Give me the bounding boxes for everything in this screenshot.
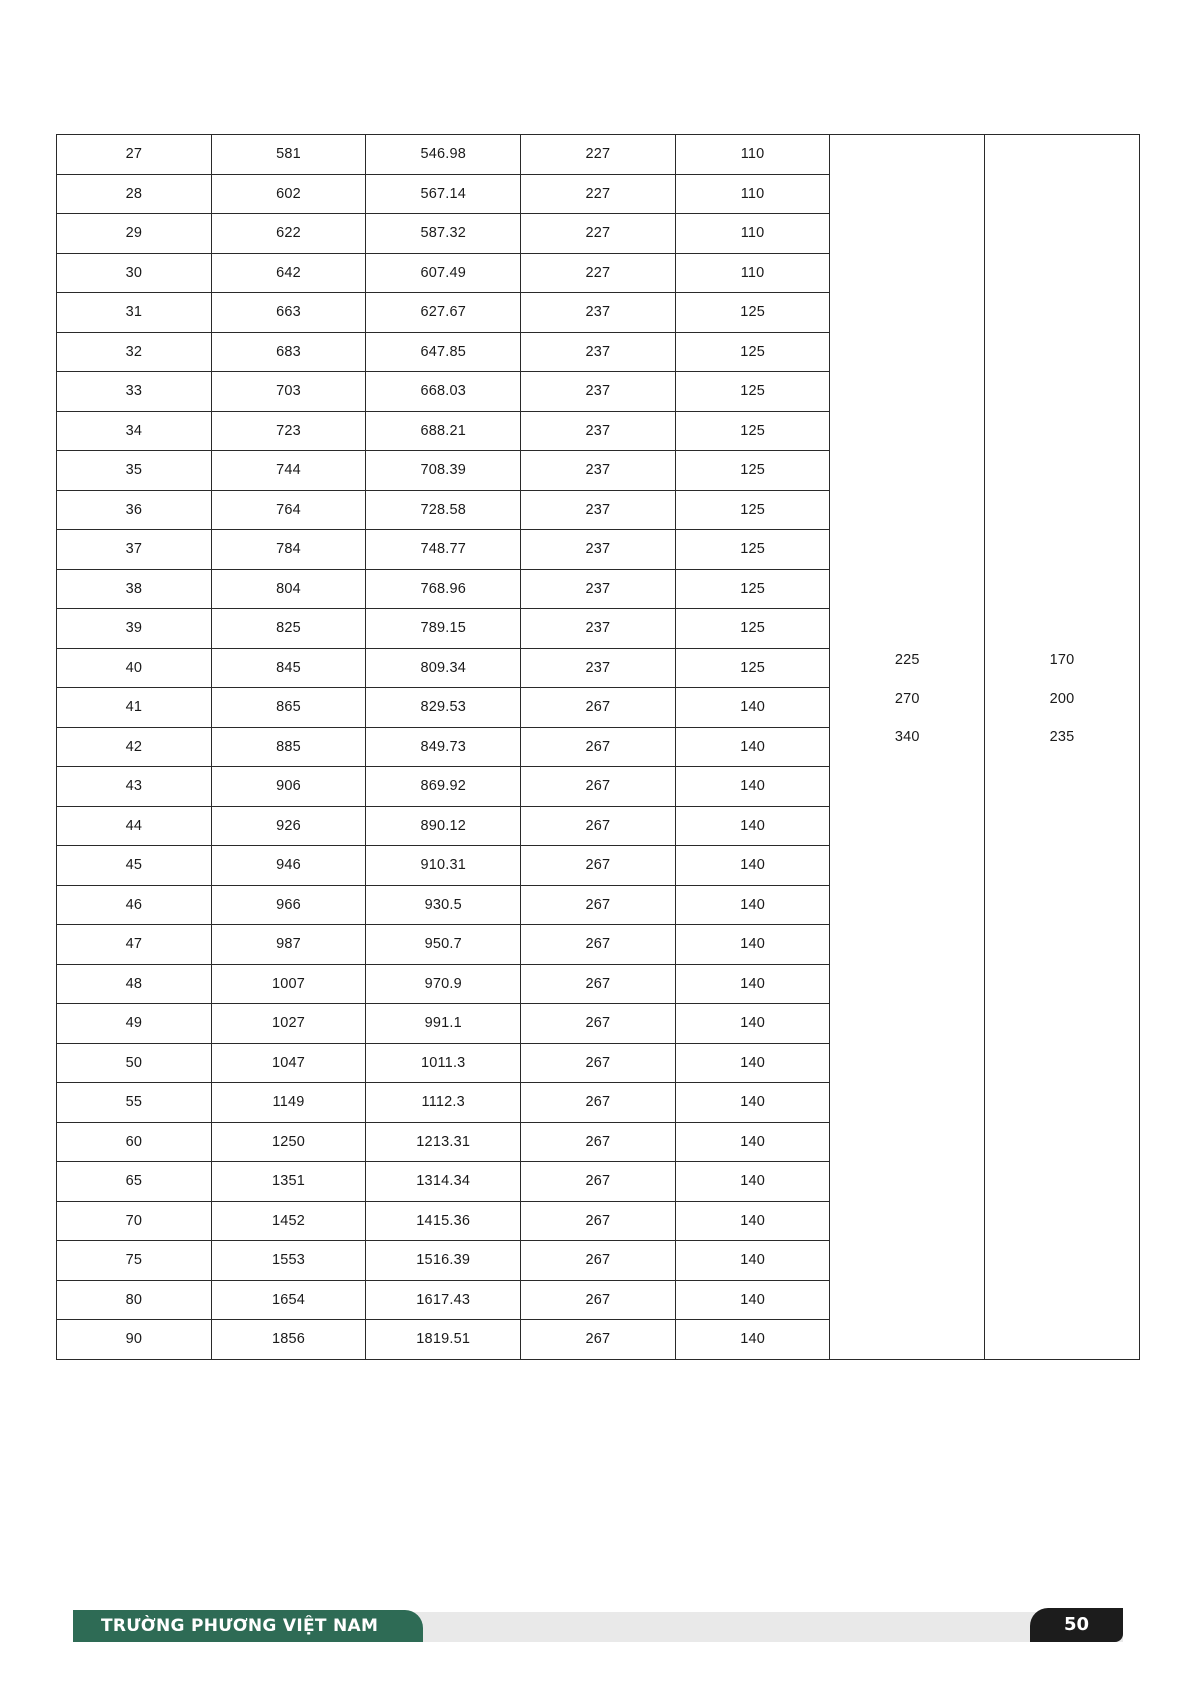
merged-value: 270 [894,690,920,707]
merged-value: 340 [894,729,920,745]
merged-values [830,135,984,757]
table-cell: 966 [211,885,366,925]
table-cell: 237 [521,451,676,491]
table-cell: 703 [211,372,366,412]
table-cell: 140 [675,727,830,767]
table-cell: 768.96 [366,569,521,609]
table-cell: 140 [675,1122,830,1162]
table-cell: 140 [675,1083,830,1123]
table-cell: 987 [211,925,366,965]
table-cell: 227 [521,214,676,254]
table-cell: 237 [521,530,676,570]
table-cell: 55 [57,1083,212,1123]
table-cell: 46 [57,885,212,925]
table-cell: 38 [57,569,212,609]
table-cell: 31 [57,293,212,333]
table-cell: 1819.51 [366,1320,521,1360]
table-cell: 140 [675,1162,830,1202]
table-cell: 723 [211,411,366,451]
table-cell: 237 [521,490,676,530]
merged-value: 225 [894,652,920,668]
table-cell: 267 [521,925,676,965]
table-cell: 728.58 [366,490,521,530]
table-cell: 36 [57,490,212,530]
table-cell: 622 [211,214,366,254]
table-cell: 110 [675,214,830,254]
table-cell: 125 [675,569,830,609]
table-cell: 845 [211,648,366,688]
table-cell: 34 [57,411,212,451]
table-cell: 602 [211,174,366,214]
table-cell: 865 [211,688,366,728]
table-cell: 1047 [211,1043,366,1083]
table-cell: 869.92 [366,767,521,807]
table-cell: 663 [211,293,366,333]
table-cell: 1213.31 [366,1122,521,1162]
merged-value: 170 [1049,652,1075,668]
table-cell: 1856 [211,1320,366,1360]
table-cell: 683 [211,332,366,372]
table-cell: 784 [211,530,366,570]
table-cell: 267 [521,1083,676,1123]
table-cell: 42 [57,727,212,767]
table-cell: 809.34 [366,648,521,688]
table-cell: 744 [211,451,366,491]
table-cell: 991.1 [366,1004,521,1044]
merged-cell [985,135,1140,1360]
table-cell: 1654 [211,1280,366,1320]
table-cell: 28 [57,174,212,214]
table-cell: 237 [521,648,676,688]
table-cell: 125 [675,293,830,333]
table-cell: 607.49 [366,253,521,293]
table-cell: 30 [57,253,212,293]
table-cell: 237 [521,372,676,412]
table-cell: 627.67 [366,293,521,333]
table-cell: 668.03 [366,372,521,412]
table-row [57,135,1140,175]
table-cell: 75 [57,1241,212,1281]
table-cell: 237 [521,609,676,649]
table-cell: 43 [57,767,212,807]
data-table-container [56,134,1139,1360]
table-cell: 930.5 [366,885,521,925]
table-cell: 237 [521,569,676,609]
table-cell: 140 [675,1201,830,1241]
table-cell: 125 [675,490,830,530]
table-cell: 267 [521,806,676,846]
table-cell: 267 [521,885,676,925]
table-cell: 29 [57,214,212,254]
table-cell: 49 [57,1004,212,1044]
table-cell: 267 [521,1162,676,1202]
table-cell: 110 [675,253,830,293]
table-cell: 950.7 [366,925,521,965]
table-cell: 39 [57,609,212,649]
table-cell: 33 [57,372,212,412]
table-body [57,135,1140,1360]
table-cell: 237 [521,332,676,372]
table-cell: 267 [521,1241,676,1281]
page-footer [73,1610,1123,1644]
table-cell: 267 [521,727,676,767]
table-cell: 1027 [211,1004,366,1044]
table-cell: 764 [211,490,366,530]
table-cell: 44 [57,806,212,846]
table-cell: 789.15 [366,609,521,649]
table-cell: 125 [675,411,830,451]
table-cell: 35 [57,451,212,491]
table-cell: 1011.3 [366,1043,521,1083]
table-cell: 227 [521,135,676,175]
table-cell: 65 [57,1162,212,1202]
table-cell: 80 [57,1280,212,1320]
table-cell: 140 [675,767,830,807]
merged-values [985,135,1139,757]
table-cell: 140 [675,885,830,925]
table-cell: 140 [675,806,830,846]
table-cell: 267 [521,1280,676,1320]
table-cell: 804 [211,569,366,609]
table-cell: 642 [211,253,366,293]
table-cell: 849.73 [366,727,521,767]
table-cell: 267 [521,1201,676,1241]
table-cell: 267 [521,964,676,1004]
table-cell: 140 [675,846,830,886]
table-cell: 40 [57,648,212,688]
table-cell: 70 [57,1201,212,1241]
table-cell: 1415.36 [366,1201,521,1241]
table-cell: 1351 [211,1162,366,1202]
table-cell: 825 [211,609,366,649]
table-cell: 125 [675,648,830,688]
table-cell: 906 [211,767,366,807]
merged-value: 200 [1049,690,1075,707]
table-cell: 110 [675,135,830,175]
table-cell: 647.85 [366,332,521,372]
table-cell: 48 [57,964,212,1004]
table-cell: 1314.34 [366,1162,521,1202]
footer-brand: TRƯỜNG PHƯƠNG VIỆT NAM [73,1610,423,1642]
table-cell: 237 [521,411,676,451]
table-cell: 688.21 [366,411,521,451]
table-cell: 1112.3 [366,1083,521,1123]
table-cell: 140 [675,1241,830,1281]
table-cell: 946 [211,846,366,886]
table-cell: 1516.39 [366,1241,521,1281]
table-cell: 267 [521,1004,676,1044]
table-cell: 125 [675,609,830,649]
merged-value: 235 [1049,729,1075,745]
table-cell: 237 [521,293,676,333]
table-cell: 267 [521,1320,676,1360]
table-cell: 110 [675,174,830,214]
table-cell: 970.9 [366,964,521,1004]
table-cell: 140 [675,688,830,728]
table-cell: 1617.43 [366,1280,521,1320]
table-cell: 140 [675,1004,830,1044]
table-cell: 227 [521,174,676,214]
table-cell: 125 [675,530,830,570]
page-number: 50 [1030,1608,1123,1642]
table-cell: 37 [57,530,212,570]
table-cell: 267 [521,1122,676,1162]
table-cell: 708.39 [366,451,521,491]
table-cell: 267 [521,767,676,807]
table-cell: 581 [211,135,366,175]
table-cell: 140 [675,1320,830,1360]
table-cell: 1553 [211,1241,366,1281]
table-cell: 885 [211,727,366,767]
table-cell: 267 [521,846,676,886]
table-cell: 125 [675,332,830,372]
table-cell: 546.98 [366,135,521,175]
data-table [56,134,1140,1360]
table-cell: 47 [57,925,212,965]
table-cell: 748.77 [366,530,521,570]
table-cell: 1250 [211,1122,366,1162]
table-cell: 1149 [211,1083,366,1123]
table-cell: 227 [521,253,676,293]
table-cell: 27 [57,135,212,175]
table-cell: 829.53 [366,688,521,728]
table-cell: 267 [521,688,676,728]
table-cell: 910.31 [366,846,521,886]
table-cell: 140 [675,1043,830,1083]
table-cell: 50 [57,1043,212,1083]
table-cell: 140 [675,925,830,965]
merged-cell [830,135,985,1360]
table-cell: 587.32 [366,214,521,254]
table-cell: 90 [57,1320,212,1360]
table-cell: 567.14 [366,174,521,214]
table-cell: 890.12 [366,806,521,846]
table-cell: 45 [57,846,212,886]
table-cell: 60 [57,1122,212,1162]
table-cell: 32 [57,332,212,372]
table-cell: 1007 [211,964,366,1004]
table-cell: 125 [675,451,830,491]
table-cell: 1452 [211,1201,366,1241]
table-cell: 125 [675,372,830,412]
table-cell: 267 [521,1043,676,1083]
table-cell: 926 [211,806,366,846]
table-cell: 41 [57,688,212,728]
table-cell: 140 [675,1280,830,1320]
table-cell: 140 [675,964,830,1004]
